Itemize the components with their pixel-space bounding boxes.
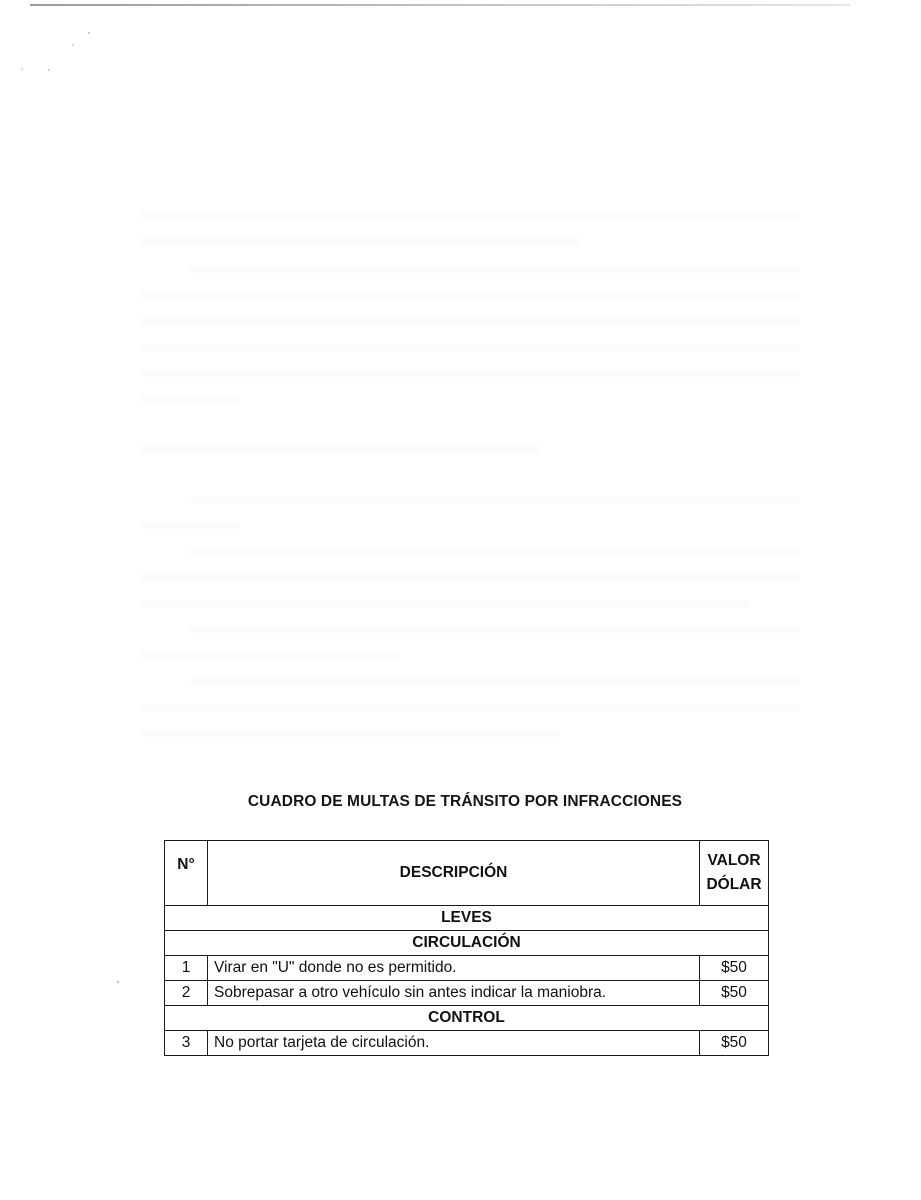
section-circulacion: CIRCULACIÓN bbox=[165, 931, 769, 956]
row-number: 3 bbox=[165, 1031, 208, 1056]
header-value-line1: VALOR bbox=[707, 852, 761, 869]
row-number: 1 bbox=[165, 956, 208, 981]
bleed-line bbox=[140, 318, 800, 325]
bleed-line bbox=[190, 496, 800, 503]
bleed-line bbox=[140, 446, 540, 453]
bleed-line bbox=[190, 266, 800, 273]
bleed-line bbox=[140, 370, 800, 377]
row-value: $50 bbox=[700, 956, 769, 981]
bleed-line bbox=[140, 730, 560, 737]
fines-table bbox=[164, 840, 769, 1056]
category-row bbox=[165, 906, 769, 931]
table-header-row bbox=[165, 841, 769, 906]
bleed-line bbox=[140, 600, 750, 607]
bleed-line bbox=[140, 704, 800, 711]
bleed-line bbox=[140, 344, 800, 351]
row-number: 2 bbox=[165, 981, 208, 1006]
section-row bbox=[165, 1006, 769, 1031]
bleed-line bbox=[140, 238, 580, 245]
table-row bbox=[165, 956, 769, 981]
bleed-line bbox=[140, 212, 800, 219]
bleed-line bbox=[190, 626, 800, 633]
bleed-line bbox=[140, 396, 240, 403]
table-row bbox=[165, 1031, 769, 1056]
header-value bbox=[700, 841, 769, 906]
table-row bbox=[165, 981, 769, 1006]
row-description: Virar en "U" donde no es permitido. bbox=[208, 956, 700, 981]
category-leves: LEVES bbox=[165, 906, 769, 931]
section-row bbox=[165, 931, 769, 956]
row-description: Sobrepasar a otro vehículo sin antes indicar la maniobra. bbox=[208, 981, 700, 1006]
bleed-line bbox=[140, 574, 800, 581]
row-description: No portar tarjeta de circulación. bbox=[208, 1031, 700, 1056]
header-description: DESCRIPCIÓN bbox=[208, 841, 700, 906]
header-number: N° bbox=[165, 841, 208, 906]
row-value: $50 bbox=[700, 981, 769, 1006]
row-value: $50 bbox=[700, 1031, 769, 1056]
section-control: CONTROL bbox=[165, 1006, 769, 1031]
bleed-line bbox=[140, 292, 800, 299]
bleed-line bbox=[190, 678, 800, 685]
header-value-line2: DÓLAR bbox=[706, 876, 762, 893]
table-title: CUADRO DE MULTAS DE TRÁNSITO POR INFRACCIONES bbox=[247, 793, 683, 810]
bleed-line bbox=[140, 652, 400, 659]
bleed-line bbox=[140, 522, 240, 529]
bleed-line bbox=[190, 548, 800, 555]
